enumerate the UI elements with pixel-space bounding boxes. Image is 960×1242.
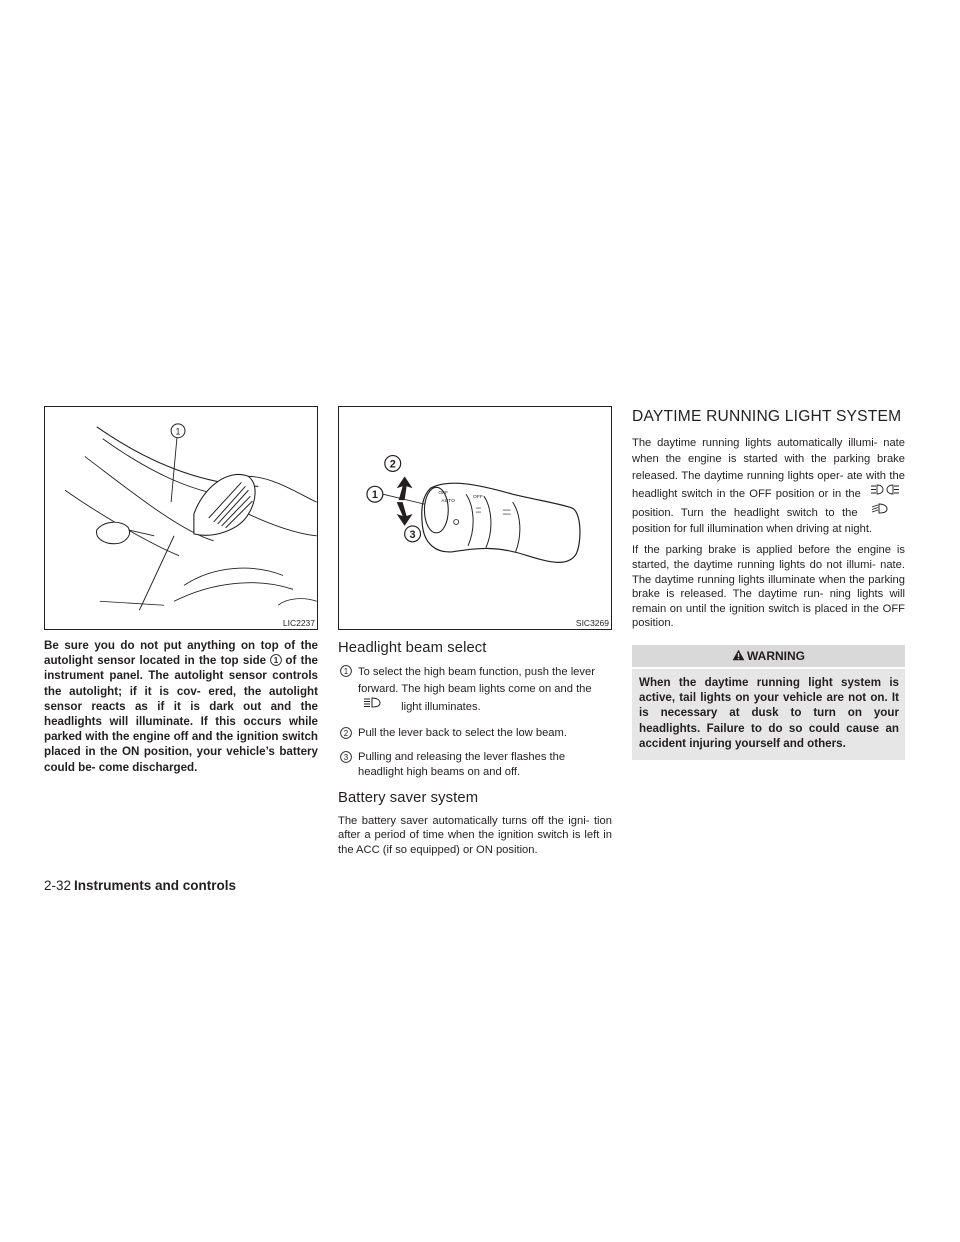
switch-label-off: OFF [438,491,449,497]
dashboard-illustration [45,407,317,629]
callout-1-icon [340,665,352,677]
figure-callout-1: 1 [175,426,181,437]
item-2-text: Pull the lever back to select the low beam. [358,726,567,739]
svg-text:3: 3 [343,753,349,763]
parking-light-icon [865,484,905,495]
page-footer [44,878,236,893]
warning-title: WARNING [747,649,805,663]
item-3-text: Pulling and releasing the lever flashes the headlight high beams on and off. [358,751,566,778]
warning-text: When the daytime running light system is active, tail lights on your vehicle are not on. It is necessary at dusk to turn on your headlights. Failure to do so could cause an accident injuring yourself and others. [632,669,905,760]
svg-text:3: 3 [409,528,416,541]
drl-p1-start: The daytime running lights automatically illumi- nate when the engine is started with the parking brake released. The daytime running lights oper- ate with the headlight switch in the OFF position or in the [632,437,905,501]
list-item [338,664,612,716]
section-title: Instruments and controls [74,878,237,893]
column-2 [338,406,612,863]
daytime-running-light-heading: DAYTIME RUNNING LIGHT SYSTEM [632,408,902,425]
svg-text:1: 1 [371,489,378,502]
switch-label-off-2: OFF [473,495,483,501]
paragraph-part-1: Be sure you do not put anything on top of the autolight sensor located in the top side [44,639,318,668]
battery-saver-paragraph: The battery saver automatically turns off the igni- tion after a period of time when the ignition switch is left in the ACC (if so equipped) or ON position. [338,814,612,856]
svg-text:2: 2 [389,458,396,471]
drl-p1-middle: position. Turn the headlight switch to the [632,506,858,519]
drl-p1-end: position for full illumination when driving at night. [632,523,873,536]
list-item [338,726,612,741]
warning-header [632,645,905,667]
item-1-text: To select the high beam function, push the lever forward. The high beam lights come on and the [358,666,595,695]
autolight-sensor-figure [44,406,318,630]
figure-id: LIC2237 [282,618,315,628]
drl-paragraph-2: If the parking brake is applied before the engine is started, the daytime running lights do not illumi- nate. The daytime running lights illuminate when the parking brake is released. The daytime run- ning lights will remain on until the ignition switch is placed in the OFF position. [632,544,905,630]
figure-id: SIC3269 [575,618,609,628]
lever-illustration [339,407,611,629]
paragraph-part-2: of the instrument panel. The autolight sensor controls the autolight; if it is cov- ered, the autolight sensor reacts as if it is dark out and the headlights will illuminate. If this occurs while parked with the engine off and the ignition switch placed in the ON position, your vehicle’s battery could be- come discharged. [44,654,318,774]
figure-callout-2 [385,456,401,472]
switch-label-auto: AUTO [441,499,455,505]
battery-saver-heading: Battery saver system [338,789,479,806]
column-3 [632,406,905,760]
column-1 [44,406,318,775]
figure-callout-3 [405,526,421,542]
headlight-lever-figure [338,406,612,630]
autolight-caution-paragraph [44,638,318,775]
high-beam-icon [358,697,398,708]
callout-2-icon [340,727,352,739]
headlight-icon [865,503,905,514]
warning-triangle-icon [732,646,745,658]
callout-3-icon [340,751,352,763]
svg-text:2: 2 [343,728,349,738]
callout-1-icon [270,654,282,666]
list-item [338,750,612,779]
page-number: 2-32 [44,878,72,893]
figure-callout-1 [367,486,383,502]
svg-text:1: 1 [343,667,349,676]
svg-text:1: 1 [274,656,279,666]
drl-paragraph-1 [632,435,905,537]
item-1-text-end: light illuminates. [401,701,481,714]
headlight-beam-select-heading: Headlight beam select [338,640,487,656]
